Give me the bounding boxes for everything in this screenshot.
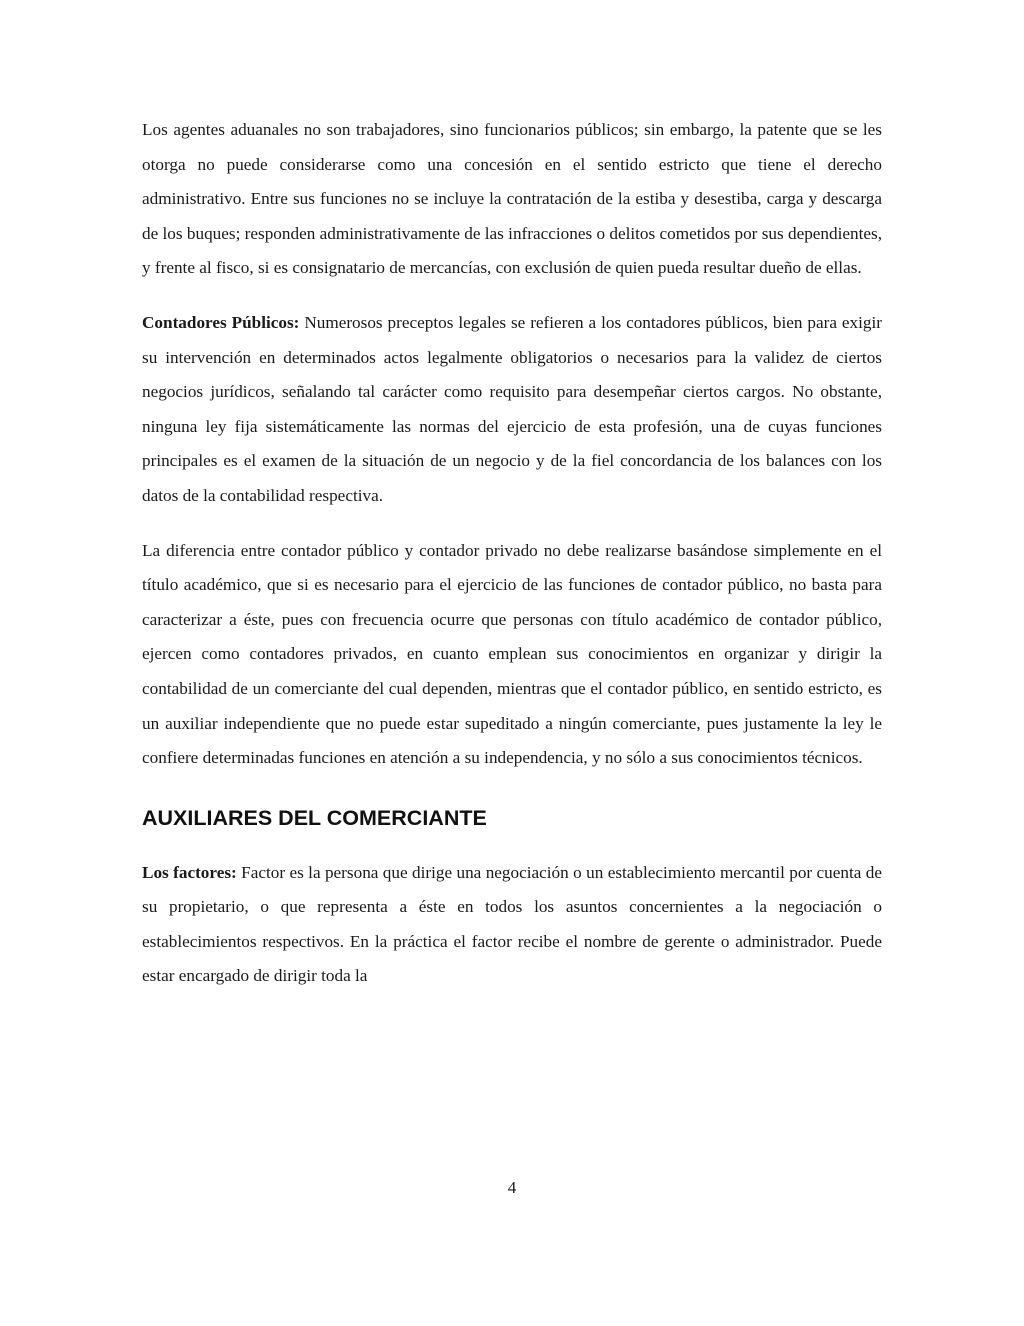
paragraph-diferencia-contadores [142,534,882,776]
paragraph-agentes-aduanales [142,113,882,286]
paragraph-los-factores [142,856,882,994]
document-page [142,113,882,1014]
section-heading: AUXILIARES DEL COMERCIANTE [142,805,487,830]
paragraph-text: Factor es la persona que dirige una negociación o un establecimiento mercantil por cuenta de su propietario, o que representa a éste en todos los asuntos concernientes a la negociación o establecimientos respectivos. En la práctica el factor recibe el nombre de gerente o administrador. Puede estar encargado de dirigir toda la [142,862,882,986]
paragraph-lead-factores: Los factores: [142,862,237,882]
paragraph-text: La diferencia entre contador público y contador privado no debe realizarse basándose simplemente en el título académico, que si es necesario para el ejercicio de las funciones de contador público, no basta para caracterizar a éste, pues con frecuencia ocurre que personas con título académico de contador público, ejercen como contadores privados, en cuanto emplean sus conocimientos en organizar y dirigir la contabilidad de un comerciante del cual dependen, mientras que el contador público, en sentido estricto, es un auxiliar independiente que no puede estar supeditado a ningún comerciante, pues justamente la ley le confiere determinadas funciones en atención a su independencia, y no sólo a sus conocimientos técnicos. [142,540,882,768]
page-number: 4 [507,1178,517,1197]
paragraph-text: Numerosos preceptos legales se refieren a los contadores públicos, bien para exigir su intervención en determinados actos legalmente obligatorios o necesarios para la validez de ciertos negocios jurídicos, señalando tal carácter como requisito para desempeñar ciertos cargos. No obstante, ninguna ley fija sistemáticamente las normas del ejercicio de esta profesión, una de cuyas funciones principales es el examen de la situación de un negocio y de la fiel concordancia de los balances con los datos de la contabilidad respectiva. [142,312,882,505]
paragraph-text: Los agentes aduanales no son trabajadores, sino funcionarios públicos; sin embargo, la patente que se les otorga no puede considerarse como una concesión en el sentido estricto que tiene el derecho administrativo. Entre sus funciones no se incluye la contratación de la estiba y desestiba, carga y descarga de los buques; responden administrativamente de las infracciones o delitos cometidos por sus dependientes, y frente al fisco, si es consignatario de mercancías, con exclusión de quien pueda resultar dueño de ellas. [142,120,882,278]
paragraph-lead-contadores: Contadores Públicos: [142,312,300,332]
paragraph-contadores-publicos [142,306,882,514]
